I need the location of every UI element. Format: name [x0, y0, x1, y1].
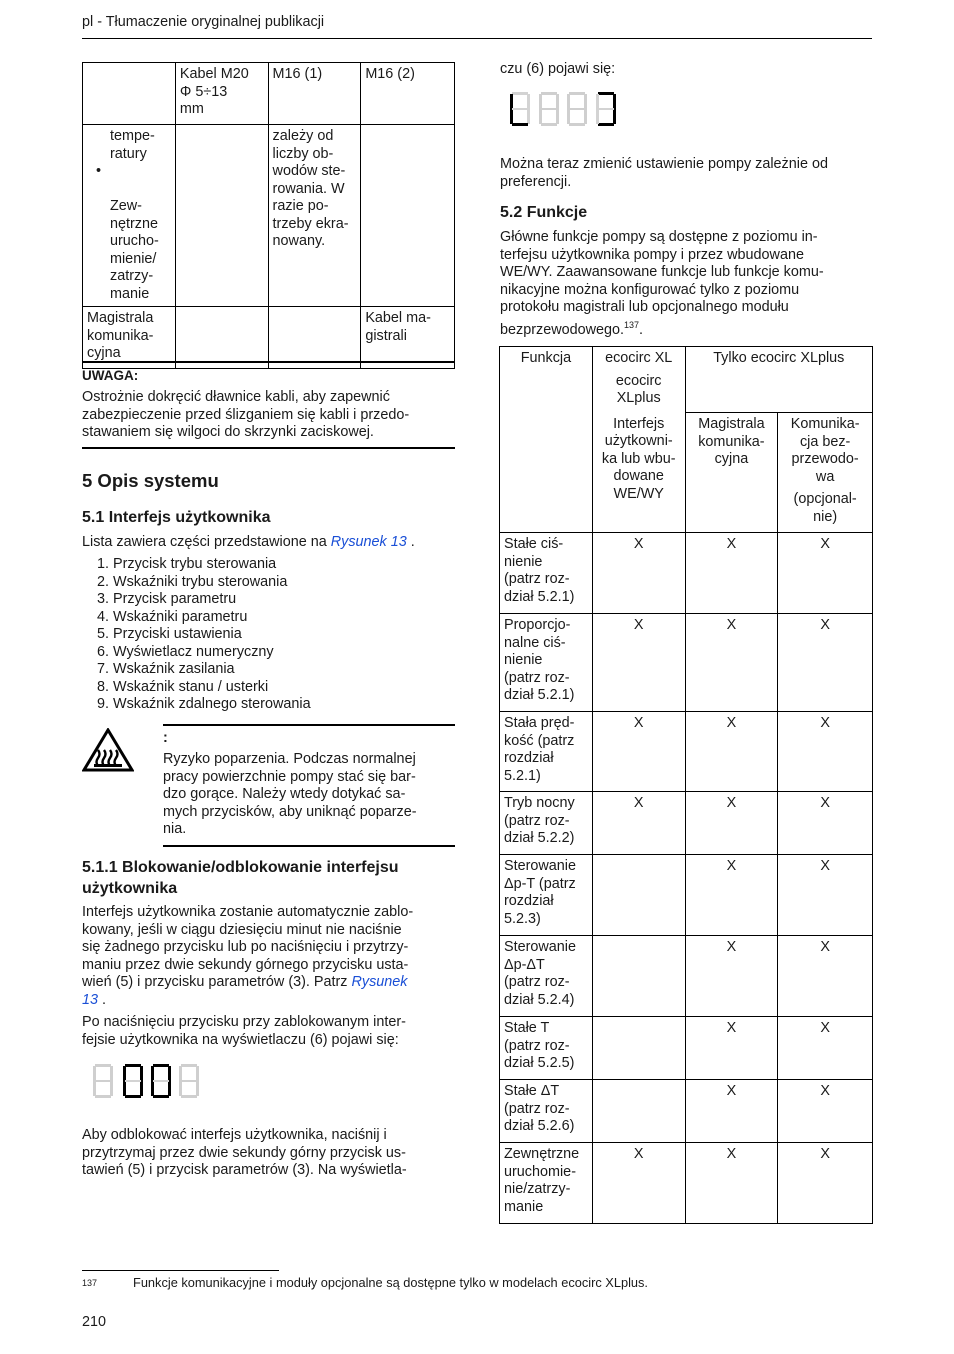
display-digit [93, 1064, 113, 1098]
function-name-cell: Sterowanie Δp-ΔT (patrz roz- dział 5.2.4) [500, 936, 593, 1017]
footnote-text: Funkcje komunikacyjne i moduły opcjonalne są dostępne tylko w modelach ecocirc XLplus. [133, 1275, 648, 1290]
display-digit [539, 92, 559, 126]
notice-bottom-rule [82, 447, 455, 449]
section-5-1-1-title: 5.1.1 Blokowanie/odblokowanie interfejsu użytkownika [82, 859, 399, 897]
function-mark-cell: X [685, 1017, 778, 1080]
cable-table-r1-c3 [361, 125, 455, 307]
func-head-wireless: Komunika- cja bez- przewodo- wa [790, 416, 860, 485]
cable-table-r2-c0: Magistrala komunika- cyjna [83, 307, 176, 369]
function-name-cell: Stałe ciś- nienie (patrz roz- dział 5.2.1) [500, 533, 593, 614]
display-digit [123, 1064, 143, 1098]
function-mark-cell: X [778, 936, 873, 1017]
function-mark-cell: X [592, 533, 685, 614]
section-5-1-title: 5.1 Interfejs użytkownika [82, 509, 271, 526]
section-5-1-1-p1 [82, 904, 456, 1009]
p1-end: . [98, 991, 107, 1008]
page-number: 210 [82, 1314, 107, 1330]
page-header: pl - Tłumaczenie oryginalnej publikacji [82, 14, 325, 30]
notice-top-rule [82, 361, 455, 363]
section-5-1-intro [82, 534, 415, 552]
function-mark-cell: X [592, 1143, 685, 1224]
function-mark-cell: X [778, 533, 873, 614]
function-mark-cell: X [685, 936, 778, 1017]
function-mark-cell: X [685, 614, 778, 712]
function-mark-cell [592, 936, 685, 1017]
table-row [500, 712, 873, 792]
section-5-2-p1 [500, 229, 872, 339]
function-mark-cell: X [592, 614, 685, 712]
function-name-cell: Proporcjo- nalne ciś- nienie (patrz roz- dział 5.2.1) [500, 614, 593, 712]
parts-list-item: 2. Wskaźniki trybu sterowania [113, 574, 311, 592]
cable-table-head-empty [83, 63, 176, 125]
hot-surface-icon [82, 728, 134, 772]
parts-list-item: 7. Wskaźnik zasilania [113, 661, 311, 679]
display-digit [510, 92, 530, 126]
table-row [500, 1017, 873, 1080]
parts-list-item: 4. Wskaźniki parametru [113, 609, 311, 627]
cable-table-r1-text-a: tempe- ratury [110, 128, 155, 162]
table-row [500, 1080, 873, 1143]
function-mark-cell: X [685, 533, 778, 614]
cable-table-r2-c2 [268, 307, 361, 369]
section-5-2-title: 5.2 Funkcje [500, 204, 588, 221]
func-head-bus: Magistrala komunika- cyjna [685, 413, 778, 533]
function-mark-cell [592, 855, 685, 936]
cable-table [82, 62, 455, 369]
function-mark-cell [592, 1017, 685, 1080]
footnote-number: 137 [82, 1278, 98, 1288]
parts-list-item: 1. Przycisk trybu sterowania [113, 556, 311, 574]
function-name-cell: Zewnętrzne uruchomie- nie/zatrzy- manie [500, 1143, 593, 1224]
function-mark-cell: X [778, 614, 873, 712]
section-5-title: 5 Opis systemu [82, 470, 219, 491]
function-mark-cell: X [685, 1143, 778, 1224]
cable-table-r2-c1 [175, 307, 268, 369]
function-mark-cell: X [685, 792, 778, 855]
func-head-optional: (opcjonal- nie) [793, 491, 857, 525]
display-locked-icon [93, 1064, 203, 1100]
function-mark-cell: X [778, 1017, 873, 1080]
display-digit [179, 1064, 199, 1098]
function-mark-cell: X [778, 792, 873, 855]
figure-link-2[interactable]: Rysunek 13 [82, 974, 408, 1008]
func-head-ui: Interfejs użytkowni- ka lub wbu- dowane WE/WY [592, 413, 685, 533]
p1-text: Interfejs użytkownika zostanie automatycznie zablo- kowany, jeśli w ciągu dziesięciu minut nie naciśnie się żadnego przycisku lub po naciśnięciu i przytrzy- maniu przez dwie sekundy górnego przycisku usta- wień (5) i przycisku parametrów (3). Patrz [82, 904, 414, 990]
footnote-ref[interactable]: 137 [624, 319, 640, 330]
warning-bottom-rule [163, 845, 455, 847]
function-name-cell: Stałe ΔT (patrz roz- dział 5.2.6) [500, 1080, 593, 1143]
display-digit [567, 92, 587, 126]
table-row [500, 533, 873, 614]
figure-link[interactable]: Rysunek 13 [330, 534, 407, 550]
function-mark-cell: X [592, 792, 685, 855]
function-name-cell: Stała pręd- kość (patrz rozdział 5.2.1) [500, 712, 593, 792]
cable-table-head-m16-1: M16 (1) [268, 63, 361, 125]
notice-title: UWAGA: [82, 368, 139, 383]
display-digit [151, 1064, 171, 1098]
func-head-xlplus: ecocirc XLplus [615, 372, 662, 406]
parts-list-item: 6. Wyświetlacz numeryczny [113, 644, 311, 662]
function-name-cell: Tryb nocny (patrz roz- dział 5.2.2) [500, 792, 593, 855]
cable-table-r1-text-b: Zew- nętrzne urucho- mienie/ zatrzy- manie [110, 198, 159, 302]
warning-text: Ryzyko poparzenia. Podczas normalnej pracy powierzchnie pompy stać się bar- dzo gorące. Należy wtedy dotykać sa- mych przycisków, aby uniknąć poparze- nia. [163, 751, 417, 837]
table-row [500, 614, 873, 712]
cable-table-r1-c2: zależy od liczby ob- wodów ste- rowania. W razie po- trzeby ekra- nowany. [268, 125, 361, 307]
parts-list [82, 556, 311, 714]
table-row [500, 936, 873, 1017]
functions-table [499, 346, 873, 1224]
cable-table-r2-c3: Kabel ma- gistrali [361, 307, 455, 369]
cable-table-r1-c1 [175, 125, 268, 307]
function-name-cell: Sterowanie Δp-T (patrz rozdział 5.2.3) [500, 855, 593, 936]
table-row [500, 1143, 873, 1224]
parts-list-item: 8. Wskaźnik stanu / usterki [113, 679, 311, 697]
parts-list-item: 3. Przycisk parametru [113, 591, 311, 609]
display-digit [596, 92, 616, 126]
footnote-rule [82, 1270, 279, 1271]
warning-title: : [163, 730, 168, 746]
intro-end: . [406, 534, 415, 550]
function-mark-cell: X [778, 855, 873, 936]
function-mark-cell: X [778, 712, 873, 792]
function-mark-cell: X [778, 1080, 873, 1143]
parts-list-item: 5. Przyciski ustawienia [113, 626, 311, 644]
func-head-funkcja: Funkcja [500, 347, 593, 533]
p1-end: . [639, 321, 644, 338]
func-head-plus-only: Tylko ecocirc XLplus [685, 347, 872, 413]
function-name-cell: Stałe T (patrz roz- dział 5.2.5) [500, 1017, 593, 1080]
cable-table-head-m16-2: M16 (2) [361, 63, 455, 125]
section-5-1-1-p4: czu (6) pojawi się: [500, 61, 616, 77]
section-5-1-1-p3: Aby odblokować interfejs użytkownika, naciśnij i przytrzymaj przez dwie sekundy górny przycisk us- tawień (5) i przycisk parametrów (3). Na wyświetla- [82, 1127, 407, 1178]
table-row [500, 855, 873, 936]
section-5-1-1-p5: Można teraz zmienić ustawienie pompy zależnie od preferencji. [500, 156, 828, 190]
cable-table-head-m20: Kabel M20 Φ 5÷13 mm [175, 63, 268, 125]
section-5-1-1-p2: Po naciśnięciu przycisku przy zablokowanym inter- fejsie użytkownika na wyświetlaczu (6) pojawi się: [82, 1014, 406, 1048]
function-mark-cell: X [685, 855, 778, 936]
table-row [500, 792, 873, 855]
p1-text: Główne funkcje pompy są dostępne z poziomu in- terfejsu użytkownika pompy i przez wbudowane WE/WY. Zaawansowane funkcje lub funkcje komu- nikacyjne można konfigurować tylko z poziomu protokołu magistrali lub opcjonalnego modułu bezprzewodowego. [500, 229, 824, 338]
warning-top-rule [163, 724, 455, 726]
function-mark-cell [592, 1080, 685, 1143]
notice-text: Ostrożnie dokręcić dławnice kabli, aby zapewnić zabezpieczenie przed ślizganiem się kabli i przedo- stawaniem się wilgoci do skrzynki zaciskowej. [82, 389, 410, 440]
header-rule [82, 38, 872, 39]
function-mark-cell: X [778, 1143, 873, 1224]
parts-list-item: 9. Wskaźnik zdalnego sterowania [113, 696, 311, 714]
bullet: • [96, 163, 102, 179]
function-mark-cell: X [592, 712, 685, 792]
display-unlocked-icon [510, 92, 620, 128]
function-mark-cell: X [685, 1080, 778, 1143]
func-head-xl: ecocirc XL [605, 350, 673, 366]
function-mark-cell: X [685, 712, 778, 792]
intro-text: Lista zawiera części przedstawione na [82, 534, 331, 550]
